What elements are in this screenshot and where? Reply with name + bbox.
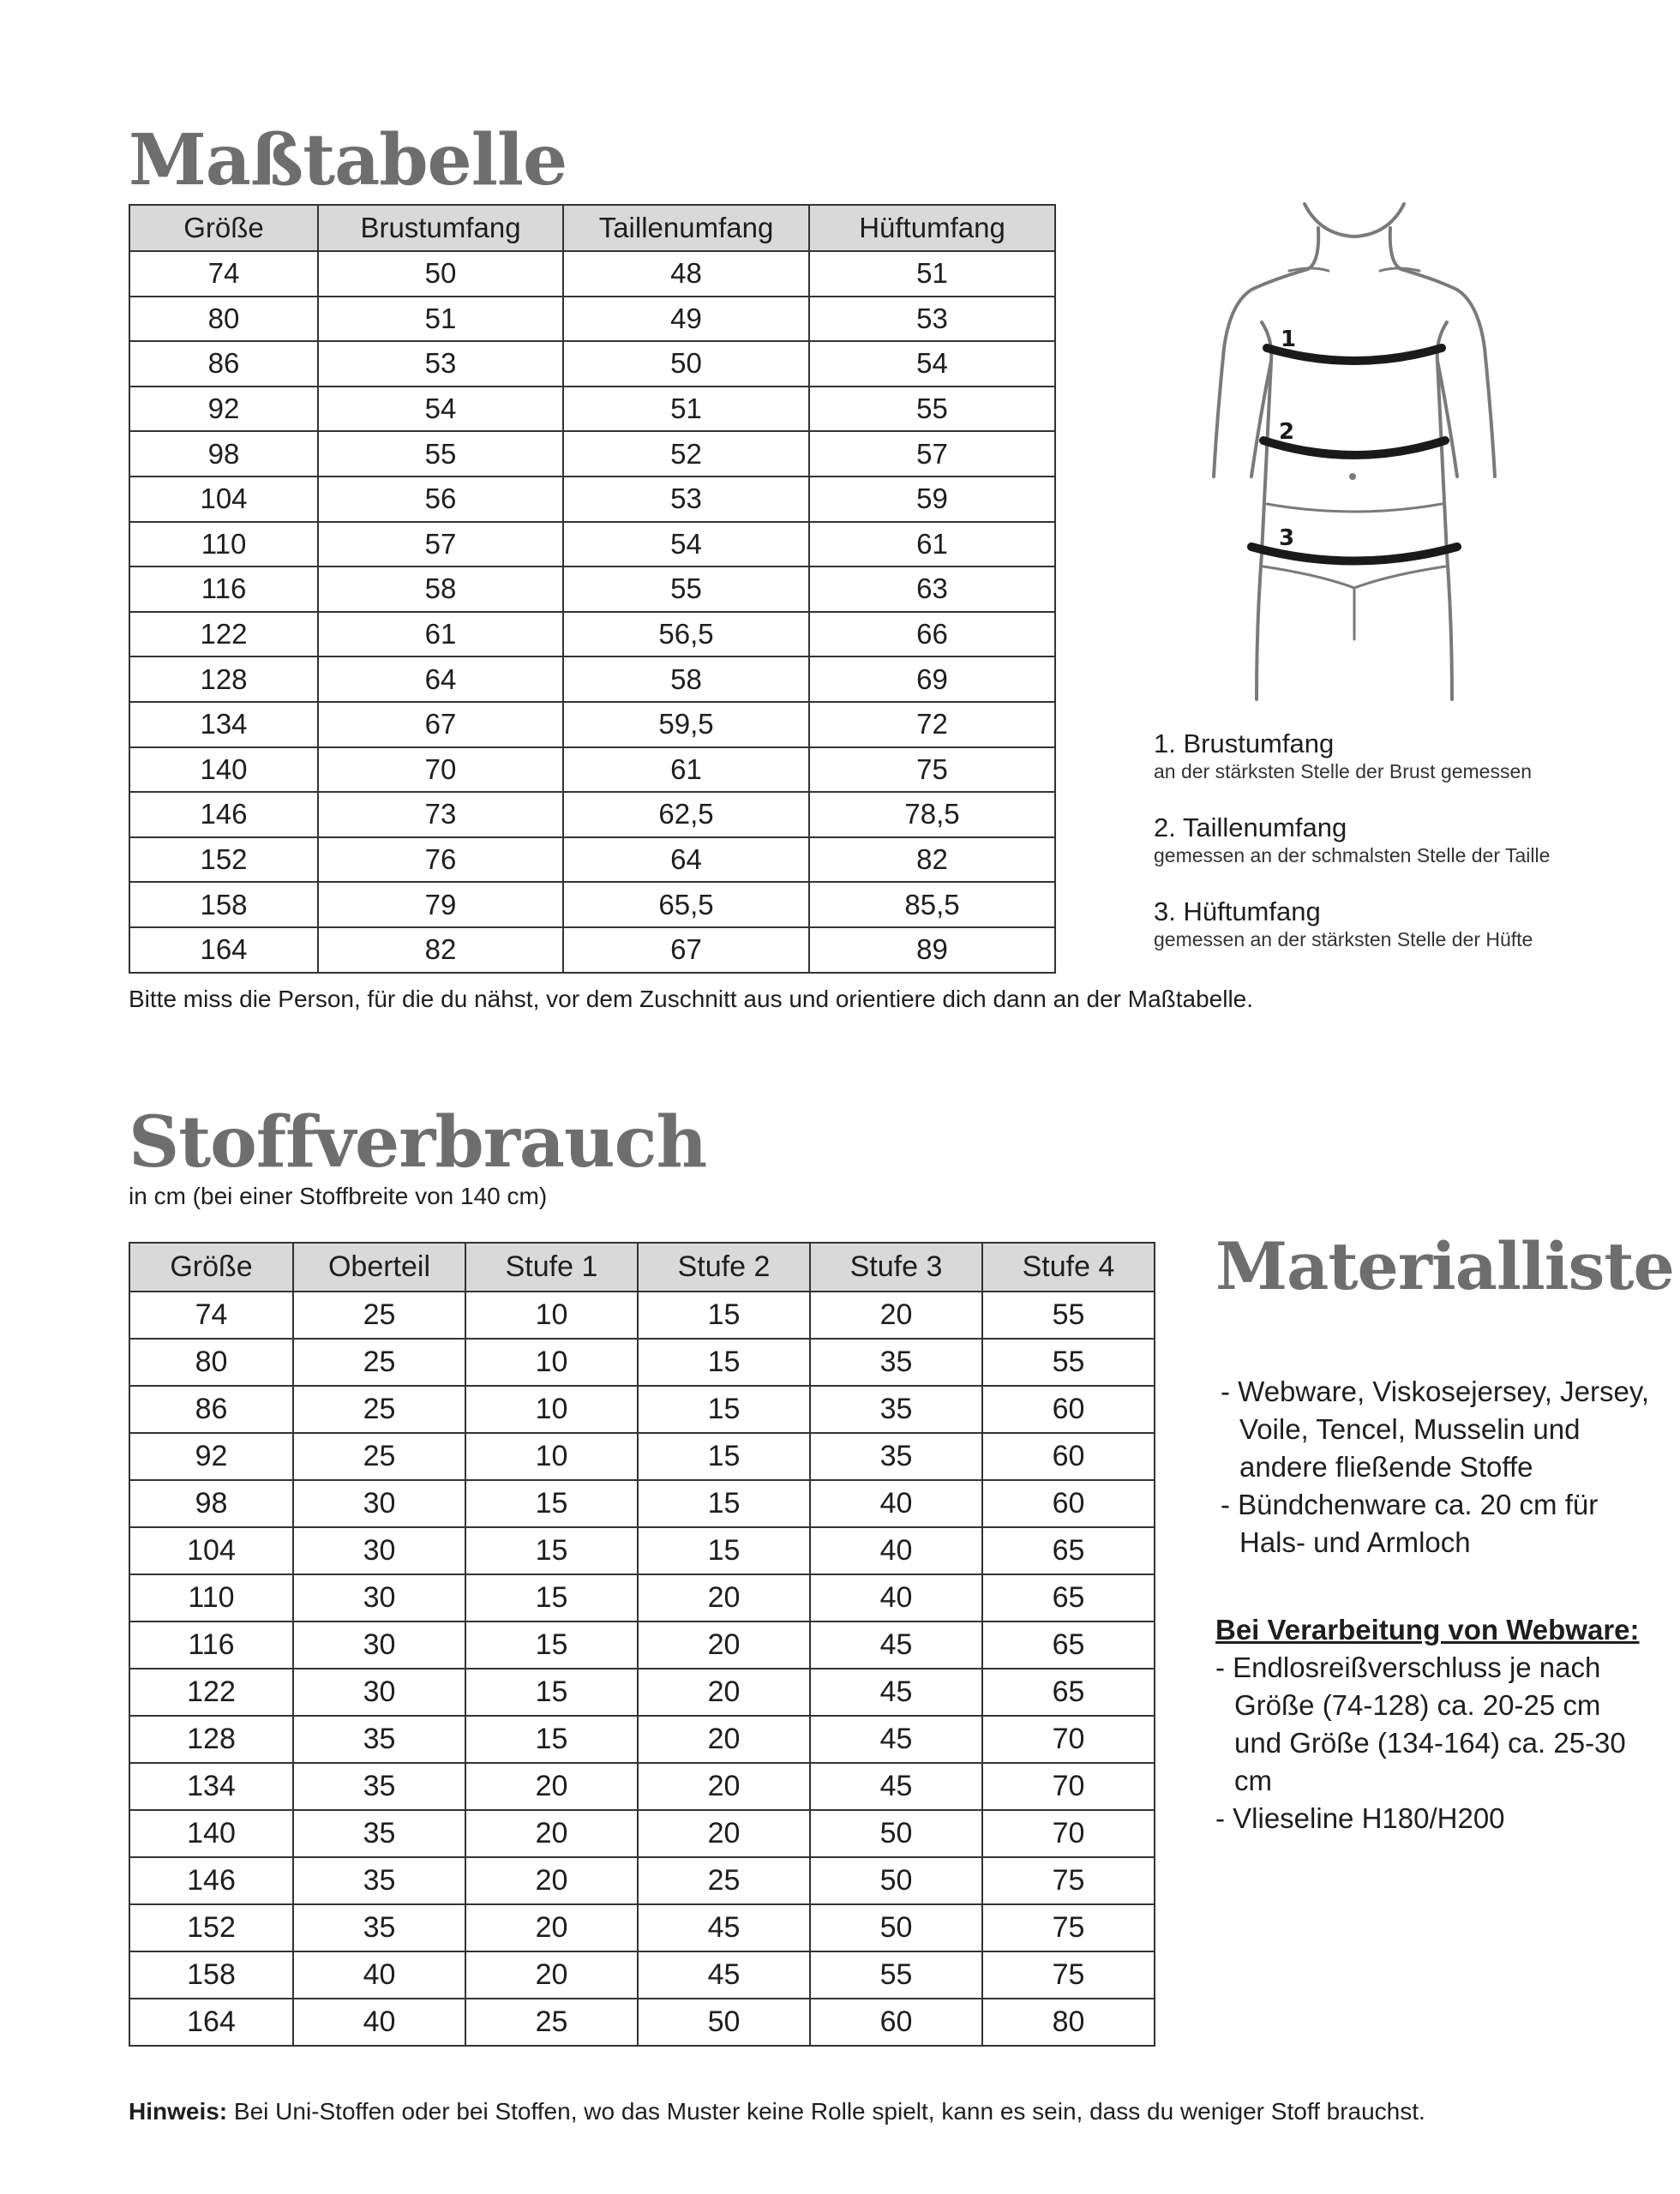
table-cell: 20 [638,1810,810,1857]
column-header: Hüftumfang [809,205,1055,251]
table-row [129,1527,1155,1574]
table-cell: 158 [129,1951,293,1999]
table-header-row [129,1243,1155,1292]
legend-item-chest [1154,728,1550,783]
table-cell: 50 [810,1857,982,1904]
table-cell: 64 [563,837,809,883]
table-cell: 79 [318,882,563,927]
table-cell: 64 [318,656,563,702]
column-header: Stufe 2 [638,1243,810,1292]
table-cell: 122 [129,1669,293,1716]
table-row [129,1810,1155,1857]
column-header: Größe [129,1243,293,1292]
table-cell: 67 [318,702,563,747]
table-cell: 55 [318,431,563,477]
table-cell: 116 [129,566,318,612]
legend-item-waist [1154,812,1550,867]
table-cell: 134 [129,1763,293,1810]
table-cell: 55 [563,566,809,612]
table-cell: 53 [318,341,563,387]
body-measurement-figure [1191,194,1517,708]
table-cell: 75 [982,1904,1155,1951]
table-row [129,1433,1155,1480]
table-cell: 140 [129,1810,293,1857]
table-cell: 35 [810,1386,982,1433]
table-cell: 25 [293,1339,465,1386]
table-cell: 66 [809,612,1055,657]
table-cell: 35 [293,1857,465,1904]
table-cell: 65,5 [563,882,809,927]
material-item: - Webware, Viskosejersey, Jersey, Voile, Tencel, Musselin und andere fließende Stoffe [1221,1376,1650,1483]
table-cell: 50 [810,1904,982,1951]
table-row [129,612,1055,657]
table-cell: 80 [982,1999,1155,2046]
table-row [129,297,1055,342]
table-cell: 45 [810,1763,982,1810]
table-cell: 86 [129,341,318,387]
table-cell: 80 [129,1339,293,1386]
table-cell: 92 [129,1433,293,1480]
hint-label: Hinweis: [129,2098,228,2125]
table-cell: 45 [810,1669,982,1716]
table-cell: 25 [465,1999,638,2046]
table-cell: 15 [465,1574,638,1622]
woven-heading: Bei Verarbeitung von Webware: [1215,1614,1640,1646]
table-cell: 54 [809,341,1055,387]
table-cell: 110 [129,522,318,567]
table-cell: 146 [129,1857,293,1904]
material-item: - Endlosreißverschluss je nach Größe (74-128) ca. 20-25 cm und Größe (134-164) ca. 25-30 cm [1215,1651,1626,1796]
table-cell: 140 [129,747,318,793]
table-cell: 35 [293,1716,465,1763]
column-header: Größe [129,205,318,251]
table-cell: 20 [638,1669,810,1716]
table-cell: 74 [129,251,318,297]
table-row [129,1999,1155,2046]
table-cell: 20 [465,1904,638,1951]
table-cell: 60 [810,1999,982,2046]
table-row [129,792,1055,837]
table-row [129,1951,1155,1999]
table-cell: 56 [318,477,563,522]
table-cell: 15 [638,1527,810,1574]
table-cell: 20 [465,1810,638,1857]
table-cell: 20 [638,1763,810,1810]
table-cell: 30 [293,1480,465,1527]
table-cell: 20 [465,1763,638,1810]
table-cell: 164 [129,927,318,973]
table-cell: 82 [318,927,563,973]
table-cell: 104 [129,477,318,522]
material-item: - Vlieseline H180/H200 [1215,1802,1505,1834]
table-row [129,1292,1155,1339]
table-cell: 116 [129,1622,293,1669]
table-cell: 59,5 [563,702,809,747]
table-cell: 35 [810,1339,982,1386]
table-cell: 82 [809,837,1055,883]
column-header: Brustumfang [318,205,563,251]
table-cell: 61 [809,522,1055,567]
table-cell: 86 [129,1386,293,1433]
table-cell: 61 [318,612,563,657]
column-header: Stufe 3 [810,1243,982,1292]
table-cell: 55 [982,1339,1155,1386]
table-cell: 50 [638,1999,810,2046]
table-cell: 10 [465,1386,638,1433]
column-header: Oberteil [293,1243,465,1292]
table-cell: 61 [563,747,809,793]
table-cell: 15 [465,1622,638,1669]
table-cell: 52 [563,431,809,477]
table-cell: 73 [318,792,563,837]
hint-note [129,2098,1425,2125]
table-row [129,882,1055,927]
table-cell: 20 [465,1857,638,1904]
table-cell: 58 [318,566,563,612]
legend-title: 3. Hüftumfang [1154,896,1321,926]
fabric-table [129,1242,1155,2047]
table-cell: 20 [810,1292,982,1339]
table-cell: 40 [293,1951,465,1999]
table-cell: 15 [465,1669,638,1716]
table-cell: 25 [293,1386,465,1433]
table-cell: 55 [810,1951,982,1999]
table-cell: 63 [809,566,1055,612]
legend-title: 2. Taillenumfang [1154,812,1347,842]
table-row [129,1386,1155,1433]
marker-1: 1 [1281,327,1297,352]
table-cell: 164 [129,1999,293,2046]
table-cell: 75 [809,747,1055,793]
table-row [129,387,1055,432]
table-cell: 89 [809,927,1055,973]
table-row [129,341,1055,387]
table-cell: 78,5 [809,792,1055,837]
table-cell: 15 [465,1716,638,1763]
table-row [129,747,1055,793]
table-cell: 76 [318,837,563,883]
table-cell: 122 [129,612,318,657]
table-cell: 54 [563,522,809,567]
table-cell: 53 [809,297,1055,342]
column-header: Stufe 1 [465,1243,638,1292]
table-cell: 58 [563,656,809,702]
navel-dot [1349,473,1356,480]
table-cell: 51 [809,251,1055,297]
table-row [129,1339,1155,1386]
table-cell: 50 [318,251,563,297]
table-cell: 15 [465,1527,638,1574]
table-cell: 15 [638,1433,810,1480]
table-cell: 75 [982,1857,1155,1904]
table-cell: 85,5 [809,882,1055,927]
table-header-row [129,205,1055,251]
legend-title: 1. Brustumfang [1154,728,1335,758]
table-cell: 152 [129,837,318,883]
table-cell: 51 [318,297,563,342]
table-row [129,702,1055,747]
size-chart-table [129,204,1056,974]
table-cell: 75 [982,1951,1155,1999]
table-row [129,1716,1155,1763]
materials-list [1221,1373,1666,1562]
table-cell: 80 [129,297,318,342]
table-cell: 10 [465,1339,638,1386]
table-cell: 40 [810,1527,982,1574]
table-cell: 40 [810,1574,982,1622]
table-cell: 54 [318,387,563,432]
material-item: - Bündchenware ca. 20 cm für Hals- und Armloch [1221,1489,1599,1558]
table-cell: 15 [465,1480,638,1527]
fabric-title: Stoffverbrauch [129,1101,707,1184]
table-cell: 56,5 [563,612,809,657]
table-cell: 10 [465,1292,638,1339]
table-cell: 158 [129,882,318,927]
table-row [129,837,1055,883]
table-cell: 65 [982,1669,1155,1716]
table-row [129,1622,1155,1669]
table-cell: 45 [810,1622,982,1669]
table-cell: 15 [638,1339,810,1386]
table-cell: 70 [318,747,563,793]
table-cell: 45 [638,1904,810,1951]
table-cell: 40 [293,1999,465,2046]
table-cell: 30 [293,1622,465,1669]
table-cell: 30 [293,1527,465,1574]
table-row [129,1904,1155,1951]
marker-2: 2 [1279,419,1295,445]
table-row [129,1857,1155,1904]
table-cell: 146 [129,792,318,837]
table-row [129,522,1055,567]
table-cell: 45 [638,1951,810,1999]
table-cell: 30 [293,1669,465,1716]
table-cell: 72 [809,702,1055,747]
table-cell: 128 [129,656,318,702]
table-cell: 134 [129,702,318,747]
legend-description: gemessen an der schmalsten Stelle der Taille [1154,844,1551,866]
table-cell: 74 [129,1292,293,1339]
table-cell: 69 [809,656,1055,702]
table-cell: 65 [982,1622,1155,1669]
legend-item-hip [1154,896,1550,951]
table-cell: 55 [982,1292,1155,1339]
table-cell: 53 [563,477,809,522]
table-cell: 35 [293,1904,465,1951]
table-row [129,251,1055,297]
marker-3: 3 [1279,525,1295,551]
table-cell: 70 [982,1716,1155,1763]
column-header: Taillenumfang [563,205,809,251]
table-cell: 20 [638,1574,810,1622]
table-cell: 65 [982,1574,1155,1622]
table-cell: 60 [982,1480,1155,1527]
table-cell: 70 [982,1810,1155,1857]
table-cell: 15 [638,1292,810,1339]
table-cell: 35 [293,1810,465,1857]
table-cell: 48 [563,251,809,297]
table-cell: 20 [638,1622,810,1669]
table-row [129,927,1055,973]
table-cell: 51 [563,387,809,432]
fabric-subtitle: in cm (bei einer Stoffbreite von 140 cm) [129,1183,548,1209]
table-cell: 59 [809,477,1055,522]
table-cell: 55 [809,387,1055,432]
table-cell: 70 [982,1763,1155,1810]
table-row [129,1574,1155,1622]
table-cell: 30 [293,1574,465,1622]
materials-title: Materialliste [1215,1228,1674,1304]
table-cell: 49 [563,297,809,342]
size-chart-title: Maßtabelle [129,119,567,201]
table-cell: 62,5 [563,792,809,837]
measurement-legend [1154,728,1550,951]
table-cell: 67 [563,927,809,973]
table-cell: 98 [129,1480,293,1527]
woven-materials-list [1215,1649,1644,1837]
table-row [129,1669,1155,1716]
table-cell: 65 [982,1527,1155,1574]
table-cell: 35 [293,1763,465,1810]
table-row [129,477,1055,522]
table-cell: 20 [465,1951,638,1999]
table-row [129,566,1055,612]
table-cell: 57 [318,522,563,567]
column-header: Stufe 4 [982,1243,1155,1292]
table-cell: 45 [810,1716,982,1763]
table-cell: 25 [293,1292,465,1339]
table-cell: 98 [129,431,318,477]
table-cell: 50 [563,341,809,387]
table-cell: 110 [129,1574,293,1622]
table-cell: 92 [129,387,318,432]
legend-description: an der stärksten Stelle der Brust gemessen [1154,760,1533,782]
table-cell: 104 [129,1527,293,1574]
table-row [129,1480,1155,1527]
size-chart-note: Bitte miss die Person, für die du nähst, vor dem Zuschnitt aus und orientiere dich dann an der Maßtabelle. [129,986,1254,1012]
table-cell: 15 [638,1386,810,1433]
table-cell: 60 [982,1386,1155,1433]
table-cell: 15 [638,1480,810,1527]
table-cell: 35 [810,1433,982,1480]
table-cell: 128 [129,1716,293,1763]
table-cell: 152 [129,1904,293,1951]
table-row [129,656,1055,702]
table-cell: 10 [465,1433,638,1480]
table-cell: 50 [810,1810,982,1857]
table-cell: 20 [638,1716,810,1763]
table-row [129,1763,1155,1810]
table-cell: 57 [809,431,1055,477]
hint-text: Bei Uni-Stoffen oder bei Stoffen, wo das Muster keine Rolle spielt, kann es sein, dass du weniger Stoff brauchst. [227,2098,1425,2125]
table-cell: 25 [293,1433,465,1480]
legend-description: gemessen an der stärksten Stelle der Hüfte [1154,928,1533,950]
table-cell: 60 [982,1433,1155,1480]
table-row [129,431,1055,477]
table-cell: 40 [810,1480,982,1527]
table-cell: 25 [638,1857,810,1904]
